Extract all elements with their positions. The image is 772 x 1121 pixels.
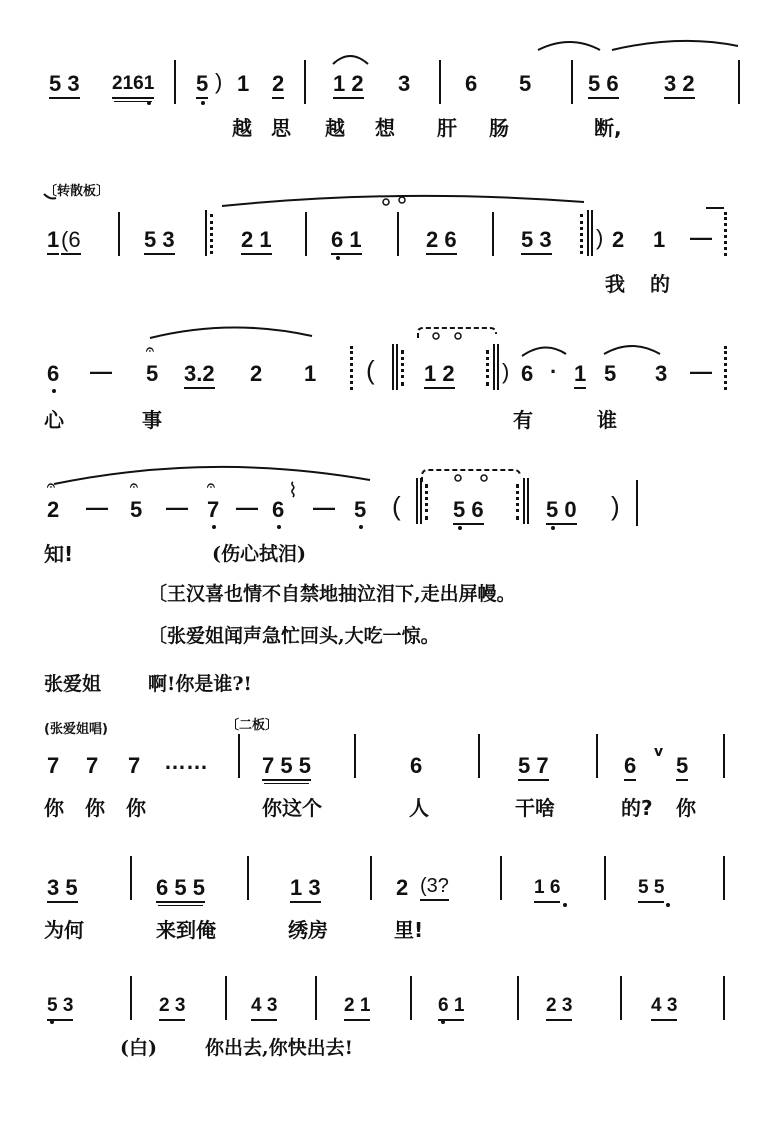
note-group: 3.2 [184,362,215,389]
low-octave-dot [359,525,363,529]
spoken-line: 你出去,你快出去! [205,1037,353,1059]
note: 6 [410,753,423,778]
dot-marker: · [550,359,558,384]
dash: — [86,495,108,520]
dash: — [236,495,258,520]
dash: — [90,359,112,384]
note: 5 [146,361,159,386]
slur-marks [0,0,772,120]
paren-close: ) [611,491,620,521]
lyric: 肠 [489,116,509,140]
paren-close: ) [502,359,510,384]
note-group: 1 3 [290,876,321,903]
note: 2 [612,227,625,252]
note-group: 7 5 5 [262,754,311,781]
note: 1 [653,227,666,252]
note: 2 [250,361,263,386]
note: 5 [130,497,143,522]
note-group: 5 3 [47,994,73,1021]
note: 6 [47,361,60,386]
note-group: 2161 [112,72,154,99]
low-octave-dot [336,256,340,260]
stage-direction: 〔张爱姐闻声急忙回头,大吃一惊。 [148,625,440,647]
slur-marks [0,310,772,370]
barline [723,976,725,1020]
note-group: 3 2 [664,72,695,99]
note: 1 [574,362,586,389]
fermata-icon: 𝄐 [130,478,138,494]
note-group: 1 2 [333,72,364,99]
lyric: 人 [409,796,429,820]
lyric: 断, [594,116,622,140]
note: 2 [47,497,60,522]
note-group: 6 1 [331,228,362,255]
note-group: 4 3 [651,994,677,1021]
lyric: 知! [44,542,74,566]
barline [500,856,502,900]
lyric: 你 [85,796,105,820]
note-group: 1 6 [534,876,560,903]
barline [410,976,412,1020]
note: 1 [237,71,250,96]
fermata-icon: 𝄐 [47,478,55,494]
note-group: 2 6 [426,228,457,255]
stage-aside: (伤心拭泪) [212,543,306,565]
dialogue-speaker: 张爱姐 [44,673,102,695]
lyric: 绣房 [288,918,328,942]
note: 2 [272,72,284,99]
fermata-icon: 𝄐 [146,342,154,358]
note-group: 5 3 [144,228,175,255]
lyric: 里! [394,918,424,942]
barline [315,976,317,1020]
note: 6 [521,361,534,386]
slur-marks [0,440,772,500]
grace-mark-icon: ⌇ [288,478,298,502]
barline [620,976,622,1020]
singer-mark: (张爱姐唱) [44,722,108,737]
note: 6 [624,754,636,781]
note-group: 5 3 [521,228,552,255]
note-group: 6 5 5 [156,876,205,903]
barline [247,856,249,900]
note: 6 [272,497,285,522]
fermata-icon: 𝄐 [207,478,215,494]
ellipsis: …… [164,749,208,774]
note: 3 [655,361,668,386]
lyric: 干啥 [515,796,555,820]
lyric: 你 [676,796,696,820]
low-octave-dot [277,525,281,529]
paren-close: ) [596,225,604,250]
barline [130,976,132,1020]
slur-marks [0,160,772,220]
note-group: 5 0 [546,498,577,525]
lyric: 我 [605,272,625,296]
lyric: 越 [325,116,345,140]
note-group: 2 3 [546,994,572,1021]
barline [478,734,480,778]
barline [723,734,725,778]
barline [370,856,372,900]
note-group: 5 3 [49,72,80,99]
dash: — [313,495,335,520]
lyric: 越 [232,116,252,140]
lyric: 的? [621,796,653,820]
paren-open: ( [392,491,401,521]
repeat-dots [210,214,216,254]
note-group: 5 5 [638,876,664,903]
dash: — [690,225,712,250]
lyric: 为何 [44,918,84,942]
dialogue-line: 啊!你是谁?! [148,673,252,695]
lyric: 肝 [437,116,457,140]
lyric: 你这个 [262,796,322,820]
lyric: 的 [650,272,670,296]
note: (6 [61,228,81,255]
note: 7 [207,497,220,522]
low-octave-dot [441,1020,445,1024]
note-group: 1 2 [424,362,455,389]
low-octave-dot [50,1020,54,1024]
note: 5 [604,361,617,386]
note: 3 [398,71,411,96]
low-octave-dot [563,903,567,907]
barline [238,734,240,778]
paren-open: ( [366,355,375,385]
lyric: 事 [142,408,162,432]
note: 5 [676,754,688,781]
stage-direction: 〔王汉喜也情不自禁地抽泣泪下,走出屏幔。 [148,583,516,605]
barline [517,976,519,1020]
lyric: 有 [513,408,533,432]
note: 5 [354,497,367,522]
low-octave-dot [458,526,462,530]
dash: — [690,359,712,384]
note-group: (3? [420,874,449,901]
lyric: 谁 [597,408,617,432]
note: 7 [47,753,60,778]
lyric: 思 [271,116,291,140]
note: 5 [196,72,208,99]
note-group: 2 1 [241,228,272,255]
breath-mark: v [654,744,664,760]
note-group: 3 5 [47,876,78,903]
spoken-label: (白) [120,1037,157,1059]
tempo-mark: 〔二板〕 [226,718,279,733]
note-group: 2 3 [159,994,185,1021]
note-group: 6 1 [438,994,464,1021]
barline [225,976,227,1020]
note-group: 4 3 [251,994,277,1021]
barline [604,856,606,900]
repeat-dots [580,214,586,254]
note: 1 [304,361,317,386]
tempo-mark: 〔转散板〕 [44,184,110,199]
lyric: 你 [126,796,146,820]
low-octave-dot [212,525,216,529]
note: 7 [86,753,99,778]
low-octave-dot [52,389,56,393]
note-group: 5 6 [453,498,484,525]
note-group: 5 7 [518,754,549,781]
dash: — [166,495,188,520]
note-group: 5 6 [588,72,619,99]
lyric: 想 [375,116,395,140]
note: 6 [465,71,478,96]
barline [723,856,725,900]
low-octave-dot [551,526,555,530]
paren-close: ) [215,69,223,94]
lyric: 来到俺 [156,918,216,942]
note: 5 [519,71,532,96]
lyric: 心 [44,408,64,432]
note: 7 [128,753,141,778]
lyric: 你 [44,796,64,820]
barline [354,734,356,778]
note: 2 [396,875,409,900]
barline [596,734,598,778]
low-octave-dot [666,903,670,907]
note-group: 2 1 [344,994,370,1021]
note: 1 [47,228,59,255]
barline [130,856,132,900]
